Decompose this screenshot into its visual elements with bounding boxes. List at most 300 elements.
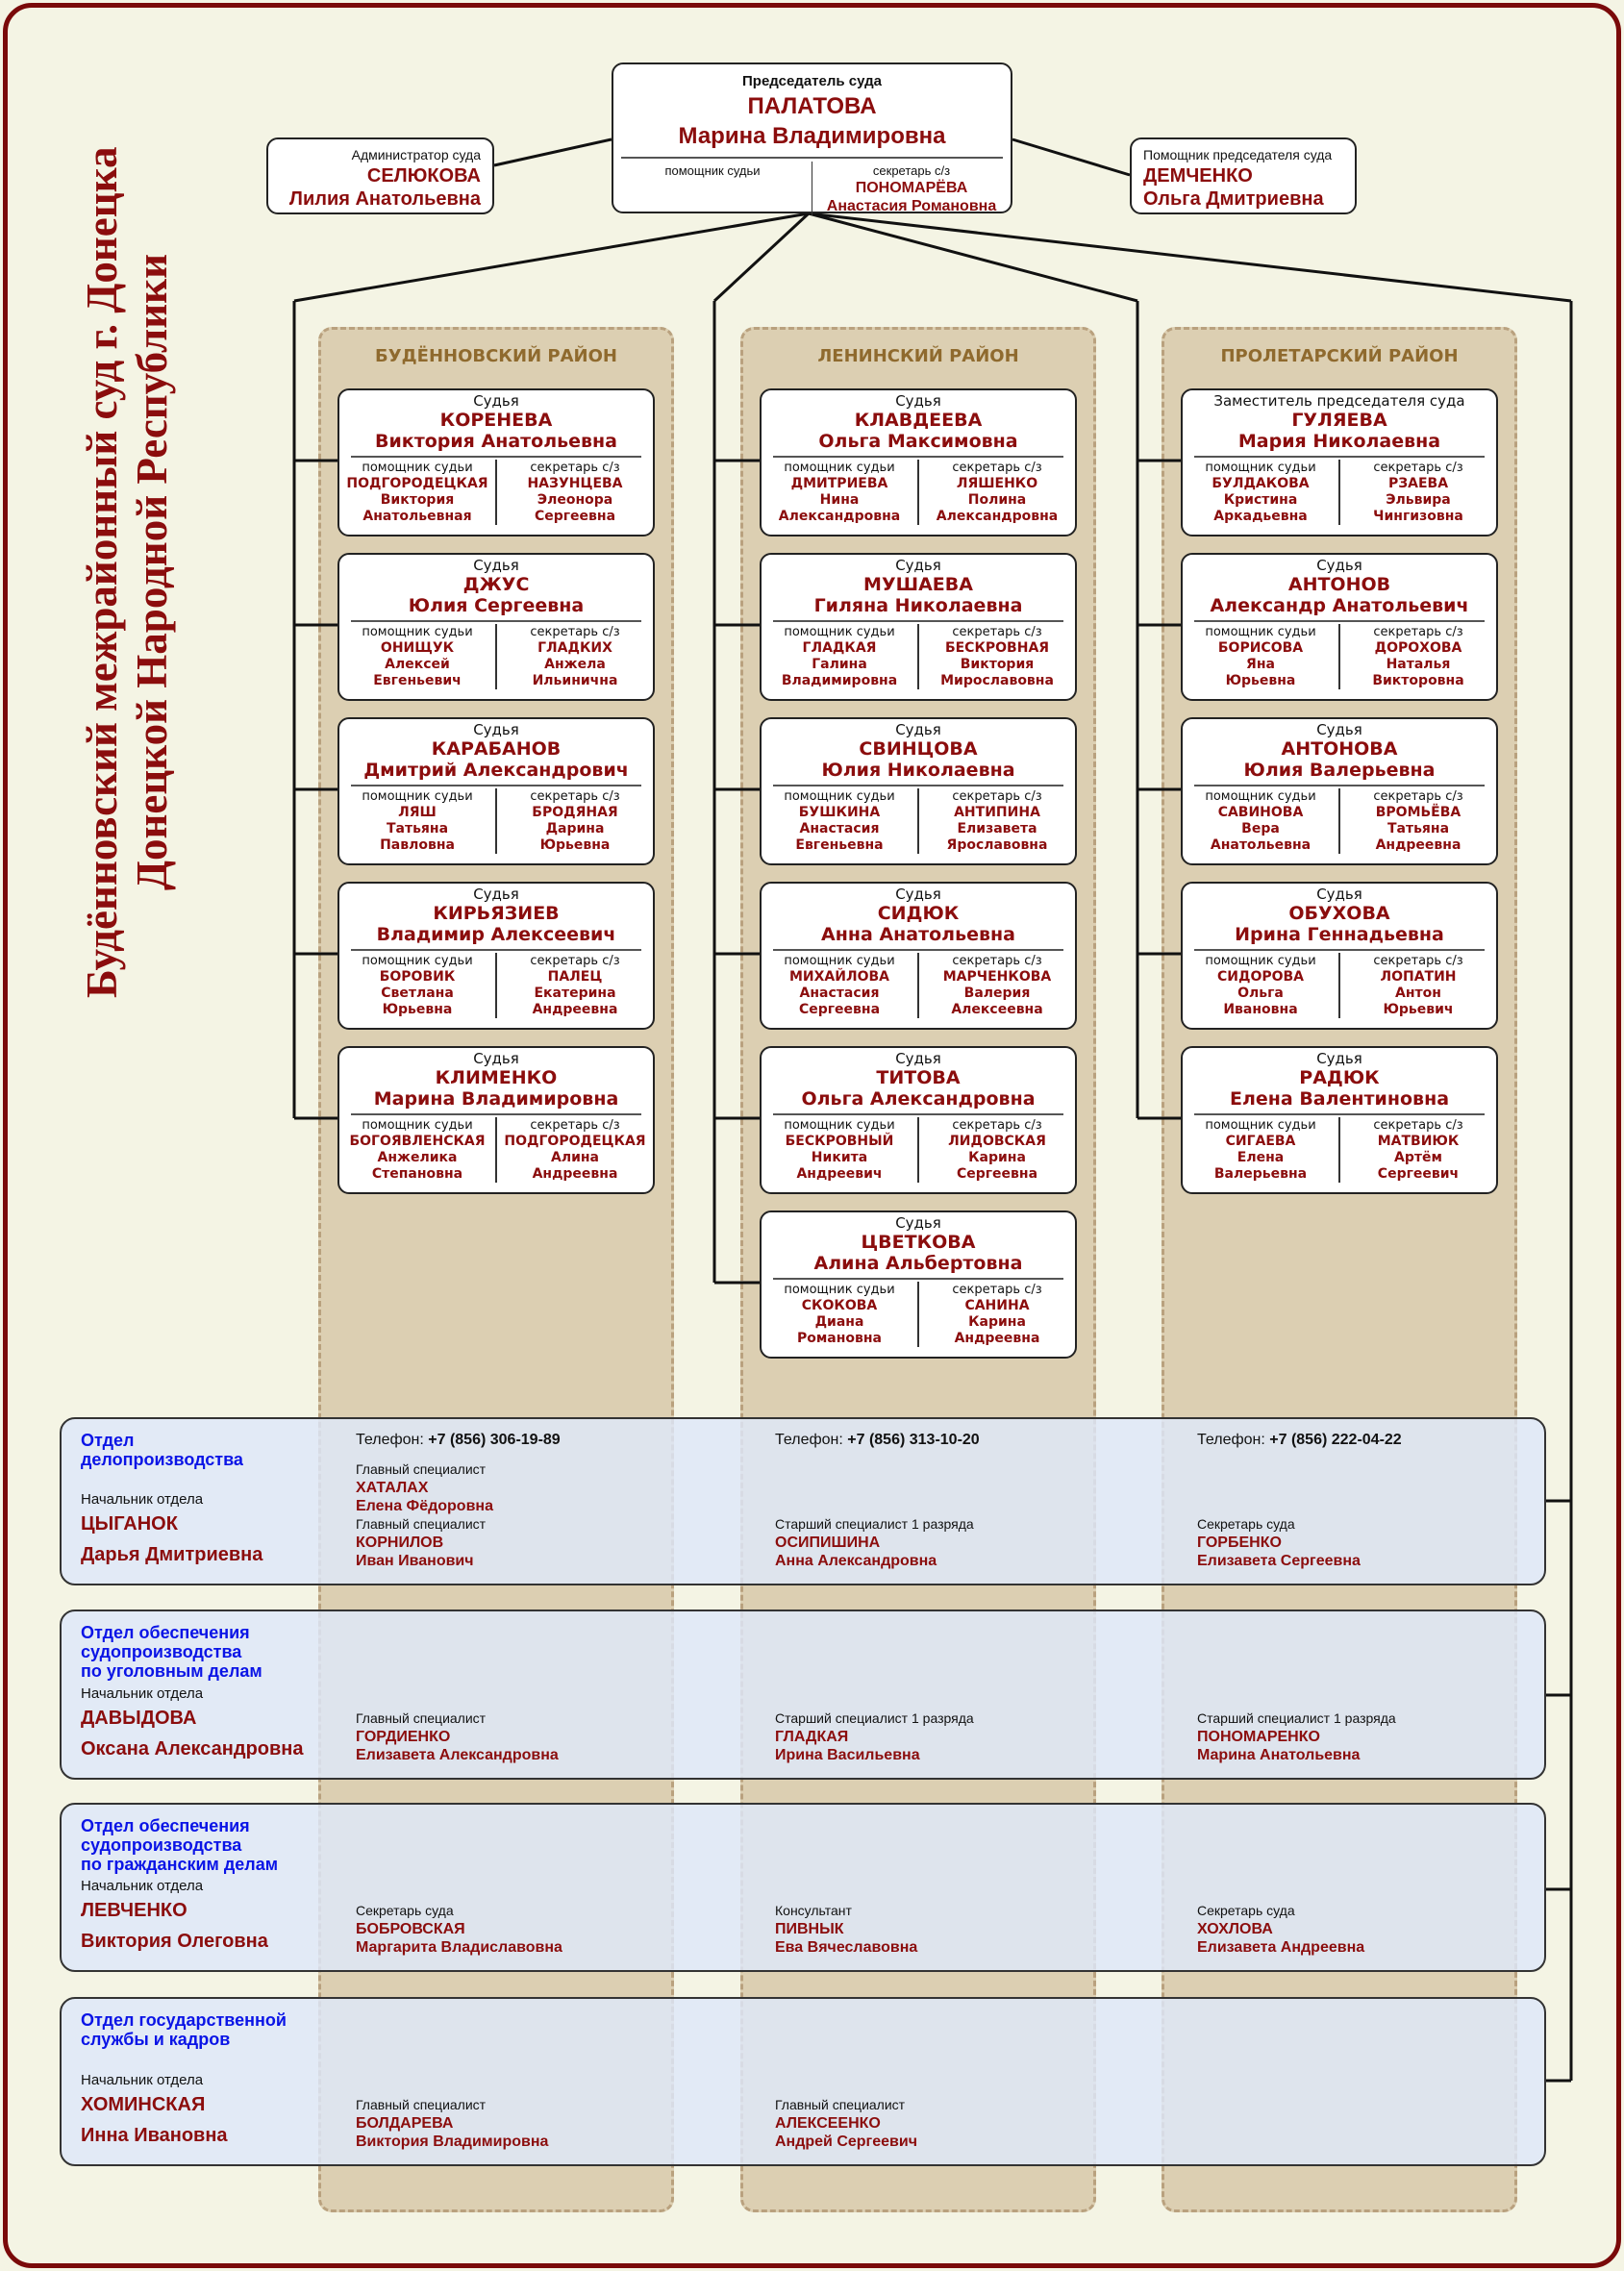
secretary-patronymic: Андреевна (532, 1002, 618, 1017)
divider (773, 456, 1063, 458)
phone-label: Телефон: (775, 1432, 848, 1448)
secretary-label: секретарь с/з (530, 1118, 620, 1133)
assistant-patronymic: Валерьевна (1213, 1166, 1308, 1182)
divider (773, 1113, 1063, 1115)
judge-card (760, 1046, 1077, 1194)
divider (1194, 785, 1485, 786)
judge-staff (762, 788, 1075, 854)
judge-assistant (1183, 624, 1338, 689)
staff-role: Консультант (775, 1903, 852, 1918)
staff-role: Старший специалист 1 разряда (1197, 1710, 1396, 1726)
secretary-surname: ЛИДОВСКАЯ (948, 1134, 1046, 1149)
assistant-label: помощник судьи (362, 954, 473, 968)
judge-surname: КИРЬЯЗИЕВ (433, 903, 560, 924)
staff-list (356, 2096, 548, 2151)
secretary-label: секретарь с/з (1373, 789, 1463, 804)
secretary-surname: БРОДЯНАЯ (532, 805, 618, 820)
judge-given-name: Александр Анатольевич (1210, 595, 1469, 616)
divider (1194, 949, 1485, 951)
staff-given-name: Елизавета Андреевна (1197, 1939, 1365, 1956)
department-staff-column (775, 1805, 917, 1970)
secretary-surname: БЕСКРОВНАЯ (944, 640, 1050, 656)
judge-staff (762, 624, 1075, 689)
divider (773, 949, 1063, 951)
judge-card (760, 388, 1077, 537)
staff-given-name: Виктория Владимировна (356, 2134, 549, 2150)
staff-role: Главный специалист (356, 1710, 487, 1726)
secretary-patronymic: Юрьевна (539, 837, 611, 853)
judge-assistant (339, 788, 495, 854)
department-staff-column (775, 1611, 974, 1778)
secretary-label: секретарь с/з (952, 789, 1042, 804)
judge-staff (1183, 624, 1496, 689)
judge-secretary (1338, 953, 1496, 1018)
judge-assistant (762, 624, 917, 689)
staff-given-name: Елена Фёдоровна (356, 1498, 493, 1514)
divider (351, 620, 641, 622)
judge-staff (1183, 953, 1496, 1018)
assistant-patronymic: Аркадьевна (1213, 509, 1308, 524)
judge-role: Судья (895, 1214, 941, 1232)
judge-role: Судья (1316, 557, 1362, 574)
judge-role: Судья (895, 557, 941, 574)
assistant-patronymic: Юрьевна (382, 1002, 453, 1017)
administrator-role: Администратор суда (351, 147, 481, 162)
judge-card (337, 553, 655, 701)
assistant-surname: БОГОЯВЛЕНСКАЯ (349, 1134, 486, 1149)
assistant-label: помощник судьи (784, 1118, 895, 1133)
department-staff-column (1197, 1805, 1364, 1970)
divider (351, 949, 641, 951)
judge-surname: АНТОНОВ (1287, 574, 1391, 595)
assistant-first-name: Кристина (1223, 492, 1298, 508)
secretary-label: секретарь с/з (952, 1283, 1042, 1297)
judge-role: Судья (473, 557, 519, 574)
judge-staff (762, 953, 1075, 1018)
assistant-label: помощник судьи (1205, 625, 1316, 639)
administrator-surname: СЕЛЮКОВА (366, 165, 481, 187)
assistant-patronymic: Романовна (796, 1331, 883, 1346)
department-staff-column (1197, 1611, 1396, 1778)
connector-administrator (494, 139, 612, 165)
assistant-first-name: Ольга (1237, 986, 1284, 1001)
judge-secretary (917, 953, 1075, 1018)
judge-secretary (917, 1282, 1075, 1347)
department-head-given-name: Инна Ивановна (81, 2125, 228, 2146)
judge-assistant (1183, 953, 1338, 1018)
assistant-first-name: Анастасия (799, 986, 880, 1001)
divider (1194, 456, 1485, 458)
secretary-surname: ДОРОХОВА (1374, 640, 1462, 656)
assistant-label: помощник судьи (1205, 1118, 1316, 1133)
divider (621, 157, 1003, 159)
department-head-given-name: Дарья Дмитриевна (81, 1544, 263, 1565)
assistant-first-name: Татьяна (386, 821, 449, 836)
secretary-first-name: Алина (550, 1150, 600, 1165)
phone-number: +7 (856) 313-10-20 (847, 1432, 980, 1448)
connector-branch (294, 213, 809, 301)
staff-given-name: Марина Анатольевна (1197, 1747, 1361, 1763)
assistant-surname: САВИНОВА (1217, 805, 1304, 820)
secretary-patronymic: Юрьевич (1383, 1002, 1454, 1017)
phone-line (356, 1431, 561, 1450)
judge-given-name: Виктория Анатольевна (375, 431, 617, 452)
secretary-surname: РЗАЕВА (1387, 476, 1449, 491)
judge-surname: ОБУХОВА (1288, 903, 1390, 924)
judge-staff (762, 460, 1075, 525)
judge-surname: ДЖУС (462, 574, 530, 595)
assistant-first-name: Галина (812, 657, 867, 672)
department-row (60, 1417, 1546, 1585)
department-head-role: Начальник отдела (81, 2072, 204, 2088)
judge-role: Судья (1316, 721, 1362, 738)
chair-assistant-box (1130, 137, 1357, 214)
judge-secretary (495, 788, 653, 854)
assistant-label: помощник судьи (784, 1283, 895, 1297)
judge-card (1181, 717, 1498, 865)
staff-role: Секретарь суда (1197, 1516, 1295, 1532)
department-head-role: Начальник отдела (81, 1685, 204, 1702)
divider (1194, 1113, 1485, 1115)
divider (351, 785, 641, 786)
secretary-patronymic: Андреевна (954, 1331, 1040, 1346)
judge-card (760, 717, 1077, 865)
divider (1194, 620, 1485, 622)
judge-given-name: Елена Валентиновна (1229, 1088, 1450, 1110)
judge-role: Судья (895, 721, 941, 738)
staff-surname: КОРНИЛОВ (356, 1535, 444, 1551)
judge-role: Судья (473, 721, 519, 738)
judge-card (1181, 1046, 1498, 1194)
judge-given-name: Алина Альбертовна (813, 1253, 1023, 1274)
assistant-patronymic: Юрьевна (1225, 673, 1296, 688)
department-head-surname: ХОМИНСКАЯ (81, 2094, 206, 2115)
staff-surname: ОСИПИШИНА (775, 1535, 881, 1551)
district-title: ПРОЛЕТАРСКИЙ РАЙОН (1220, 346, 1459, 366)
assistant-patronymic: Евгеньевна (795, 837, 884, 853)
judge-assistant (762, 1282, 917, 1347)
district-title: БУДЁННОВСКИЙ РАЙОН (375, 346, 617, 366)
assistant-surname: БОРОВИК (379, 969, 456, 985)
secretary-patronymic: Сергеевич (1377, 1166, 1460, 1182)
assistant-first-name: Виктория (380, 492, 455, 508)
secretary-patronymic: Чингизовна (1373, 509, 1463, 524)
judge-secretary (917, 460, 1075, 525)
staff-role: Главный специалист (356, 1461, 487, 1477)
assistant-label: помощник судьи (1205, 789, 1316, 804)
secretary-label: секретарь с/з (952, 461, 1042, 475)
secretary-label: секретарь с/з (1373, 954, 1463, 968)
staff-role: Главный специалист (356, 2097, 487, 2112)
judge-given-name: Ольга Александровна (801, 1088, 1036, 1110)
judge-given-name: Юлия Валерьевна (1243, 760, 1436, 781)
judge-surname: ГУЛЯЕВА (1291, 410, 1387, 431)
judge-card (1181, 388, 1498, 537)
phone-number: +7 (856) 222-04-22 (1269, 1432, 1402, 1448)
chair-assistant-surname: ДЕМЧЕНКО (1143, 165, 1253, 187)
judge-surname: КОРЕНЕВА (439, 410, 553, 431)
secretary-surname: ЛОПАТИН (1380, 969, 1457, 985)
staff-surname: ГОРБЕНКО (1197, 1535, 1282, 1551)
staff-list (775, 1515, 980, 1570)
secretary-surname: МАРЧЕНКОВА (942, 969, 1052, 985)
staff-role: Главный специалист (775, 2097, 906, 2112)
staff-role: Главный специалист (356, 1516, 487, 1532)
secretary-label: секретарь с/з (1373, 1118, 1463, 1133)
staff-list (356, 1460, 561, 1570)
department-head-role: Начальник отдела (81, 1878, 204, 1894)
department-staff-column (775, 1419, 980, 1584)
judge-assistant (339, 624, 495, 689)
assistant-first-name: Нина (819, 492, 860, 508)
secretary-given-name: Анастасия Романовна (826, 198, 997, 214)
department-head-surname: ЛЕВЧЕНКО (81, 1900, 187, 1921)
assistant-label: помощник судьи (362, 1118, 473, 1133)
judge-role: Судья (473, 392, 519, 410)
judge-secretary (495, 953, 653, 1018)
judge-secretary (917, 1117, 1075, 1183)
judge-assistant (762, 460, 917, 525)
secretary-patronymic: Александровна (936, 509, 1059, 524)
judge-given-name: Юлия Николаевна (821, 760, 1015, 781)
secretary-patronymic: Мирославовна (940, 673, 1054, 688)
assistant-surname: СКОКОВА (801, 1298, 878, 1313)
phone-label: Телефон: (1197, 1432, 1270, 1448)
staff-surname: ГОРДИЕНКО (356, 1729, 451, 1745)
staff-surname: БОЛДАРЕВА (356, 2115, 454, 2132)
judge-assistant (762, 1117, 917, 1183)
assistant-label: помощник судьи (784, 789, 895, 804)
staff-given-name: Ева Вячеславовна (775, 1939, 918, 1956)
assistant-surname: БУЛДАКОВА (1212, 476, 1310, 491)
staff-surname: БОБРОВСКАЯ (356, 1921, 465, 1937)
assistant-label: помощник судьи (784, 954, 895, 968)
staff-role: Секретарь суда (1197, 1903, 1295, 1918)
district-title: ЛЕНИНСКИЙ РАЙОН (817, 346, 1019, 366)
judge-given-name: Ольга Максимовна (818, 431, 1018, 452)
secretary-patronymic: Ярославовна (946, 837, 1048, 853)
judge-secretary (1338, 460, 1496, 525)
secretary-patronymic: Андреевна (1375, 837, 1462, 853)
staff-list (1197, 1515, 1402, 1570)
assistant-surname: ДМИТРИЕВА (790, 476, 888, 491)
staff-surname: ПОНОМАРЕНКО (1197, 1729, 1320, 1745)
court-title-line1: Будённовский межрайонный суд г. Донецка (78, 146, 126, 998)
staff-surname: ХОХЛОВА (1197, 1921, 1273, 1937)
secretary-patronymic: Ильинична (532, 673, 618, 688)
assistant-label: помощник судьи (1205, 954, 1316, 968)
judge-staff (1183, 1117, 1496, 1183)
secretary-label: секретарь с/з (1373, 461, 1463, 475)
staff-given-name: Елизавета Сергеевна (1197, 1553, 1361, 1569)
assistant-surname: БЕСКРОВНЫЙ (785, 1134, 894, 1149)
department-info (81, 1611, 304, 1778)
judge-role: Судья (1316, 1050, 1362, 1067)
staff-list (775, 2096, 917, 2151)
staff-given-name: Анна Александровна (775, 1553, 937, 1569)
judge-role: Заместитель председателя суда (1213, 392, 1465, 410)
secretary-surname: ПОДГОРОДЕЦКАЯ (504, 1134, 646, 1149)
judge-assistant (762, 788, 917, 854)
secretary-patronymic: Алексеевна (951, 1002, 1043, 1017)
assistant-patronymic: Александровна (778, 509, 901, 524)
secretary-patronymic: Сергеевна (956, 1166, 1038, 1182)
secretary-surname: ЛЯШЕНКО (956, 476, 1038, 491)
secretary-surname: МАТВИЮК (1377, 1134, 1460, 1149)
secretary-surname: ПОНОМАРЁВА (855, 180, 968, 196)
judge-given-name: Дмитрий Александрович (363, 760, 629, 781)
secretary-surname: ПАЛЕЦ (547, 969, 603, 985)
assistant-surname: СИГАЕВА (1225, 1134, 1296, 1149)
judge-card (760, 1210, 1077, 1359)
judge-role: Судья (473, 886, 519, 903)
department-row (60, 1997, 1546, 2166)
judge-given-name: Марина Владимировна (373, 1088, 619, 1110)
judge-assistant (762, 953, 917, 1018)
staff-given-name: Маргарита Владиславовна (356, 1939, 562, 1956)
department-title: Отдел обеспечения судопроизводства по гражданским делам (81, 1816, 279, 1874)
secretary-surname: АНТИПИНА (954, 805, 1040, 820)
secretary-label: секретарь с/з (1373, 625, 1463, 639)
assistant-surname: БОРИСОВА (1217, 640, 1304, 656)
assistant-label: помощник судьи (362, 625, 473, 639)
judge-card (1181, 882, 1498, 1030)
assistant-first-name: Анжелика (377, 1150, 458, 1165)
judge-assistant (339, 953, 495, 1018)
judge-staff (339, 460, 653, 525)
divider (351, 456, 641, 458)
judge-card (1181, 553, 1498, 701)
assistant-surname: ОНИЩУК (380, 640, 455, 656)
assistant-first-name: Диана (814, 1314, 864, 1330)
assistant-label: помощник судьи (664, 163, 761, 178)
department-head (81, 1490, 262, 1570)
connector-chair-assistant (1012, 139, 1130, 175)
assistant-patronymic: Павловна (380, 837, 455, 853)
connector-branch (809, 213, 1137, 301)
judge-role: Судья (895, 886, 941, 903)
judge-card (337, 388, 655, 537)
secretary-patronymic: Сергеевна (534, 509, 616, 524)
assistant-patronymic: Анатольевная (362, 509, 472, 524)
secretary-first-name: Дарина (545, 821, 605, 836)
department-head (81, 2071, 287, 2151)
staff-given-name: Андрей Сергеевич (775, 2134, 917, 2150)
department-title: Отдел делопроизводства (81, 1431, 243, 1469)
assistant-label: помощник судьи (362, 461, 473, 475)
judge-staff (339, 1117, 653, 1183)
chairman-role: Председатель суда (742, 73, 882, 89)
secretary-label: секретарь с/з (530, 461, 620, 475)
chair-assistant-role: Помощник председателя суда (1143, 147, 1333, 162)
judge-assistant (1183, 460, 1338, 525)
department-staff-column (775, 1999, 917, 2164)
judge-surname: КАРАБАНОВ (431, 738, 562, 760)
judge-role: Судья (895, 1050, 941, 1067)
judge-surname: ЦВЕТКОВА (861, 1232, 976, 1253)
secretary-patronymic: Викторовна (1372, 673, 1464, 688)
chair-assistant-given-name: Ольга Дмитриевна (1143, 188, 1324, 210)
department-head-role: Начальник отдела (81, 1491, 204, 1508)
divider (773, 620, 1063, 622)
assistant-patronymic: Андреевич (796, 1166, 883, 1182)
department-info (81, 1999, 287, 2164)
judge-secretary (495, 1117, 653, 1183)
secretary-first-name: Элеонора (537, 492, 613, 508)
secretary-surname: ВРОМЬЁВА (1375, 805, 1462, 820)
judge-card (337, 717, 655, 865)
judge-assistant (339, 1117, 495, 1183)
staff-list (356, 1902, 562, 1957)
judge-given-name: Владимир Алексеевич (376, 924, 616, 945)
secretary-first-name: Наталья (1386, 657, 1451, 672)
judge-surname: ТИТОВА (876, 1067, 961, 1088)
judge-surname: МУШАЕВА (863, 574, 973, 595)
staff-surname: ХАТАЛАХ (356, 1480, 429, 1496)
judge-surname: КЛИМЕНКО (435, 1067, 558, 1088)
secretary-first-name: Валерия (963, 986, 1031, 1001)
secretary-label: секретарь с/з (952, 1118, 1042, 1133)
court-title-line2: Донецкой Народной Республики (128, 253, 176, 891)
phone-number: +7 (856) 306-19-89 (428, 1432, 561, 1448)
divider (351, 1113, 641, 1115)
judge-staff (339, 788, 653, 854)
judge-given-name: Мария Николаевна (1237, 431, 1441, 452)
judge-assistant (1183, 1117, 1338, 1183)
judge-given-name: Гиляна Николаевна (813, 595, 1023, 616)
judge-surname: КЛАВДЕЕВА (854, 410, 983, 431)
department-info (81, 1419, 262, 1584)
assistant-patronymic: Степановна (371, 1166, 463, 1182)
department-head-given-name: Виктория Олеговна (81, 1931, 268, 1952)
phone-label: Телефон: (356, 1432, 429, 1448)
staff-role: Старший специалист 1 разряда (775, 1516, 974, 1532)
divider (773, 1278, 1063, 1280)
phone-line (1197, 1431, 1402, 1450)
staff-list (775, 1902, 917, 1957)
secretary-first-name: Виктория (960, 657, 1035, 672)
assistant-first-name: Яна (1246, 657, 1275, 672)
judge-given-name: Юлия Сергеевна (408, 595, 585, 616)
judge-staff (762, 1282, 1075, 1347)
staff-given-name: Иван Иванович (356, 1553, 474, 1569)
secretary-label: секретарь с/з (530, 789, 620, 804)
assistant-patronymic: Ивановна (1223, 1002, 1298, 1017)
chairman-assistant (613, 162, 812, 215)
chairman-surname: ПАЛАТОВА (747, 93, 877, 119)
department-head (81, 1685, 304, 1764)
secretary-first-name: Карина (968, 1314, 1026, 1330)
assistant-first-name: Светлана (381, 986, 454, 1001)
administrator-given-name: Лилия Анатольевна (288, 188, 481, 210)
secretary-label: секретарь с/з (872, 163, 951, 178)
judge-role: Судья (895, 392, 941, 410)
judge-staff (339, 624, 653, 689)
judge-role: Судья (1316, 886, 1362, 903)
assistant-label: помощник судьи (784, 625, 895, 639)
judge-surname: СВИНЦОВА (859, 738, 978, 760)
assistant-surname: МИХАЙЛОВА (788, 969, 890, 985)
judge-card (760, 882, 1077, 1030)
secretary-label: секретарь с/з (530, 625, 620, 639)
assistant-patronymic: Сергеевна (798, 1002, 881, 1017)
secretary-surname: САНИНА (964, 1298, 1030, 1313)
department-title: Отдел государственной службы и кадров (81, 2010, 287, 2049)
department-head-surname: ДАВЫДОВА (81, 1708, 197, 1729)
department-row (60, 1803, 1546, 1972)
judge-assistant (1183, 788, 1338, 854)
judge-role: Судья (473, 1050, 519, 1067)
